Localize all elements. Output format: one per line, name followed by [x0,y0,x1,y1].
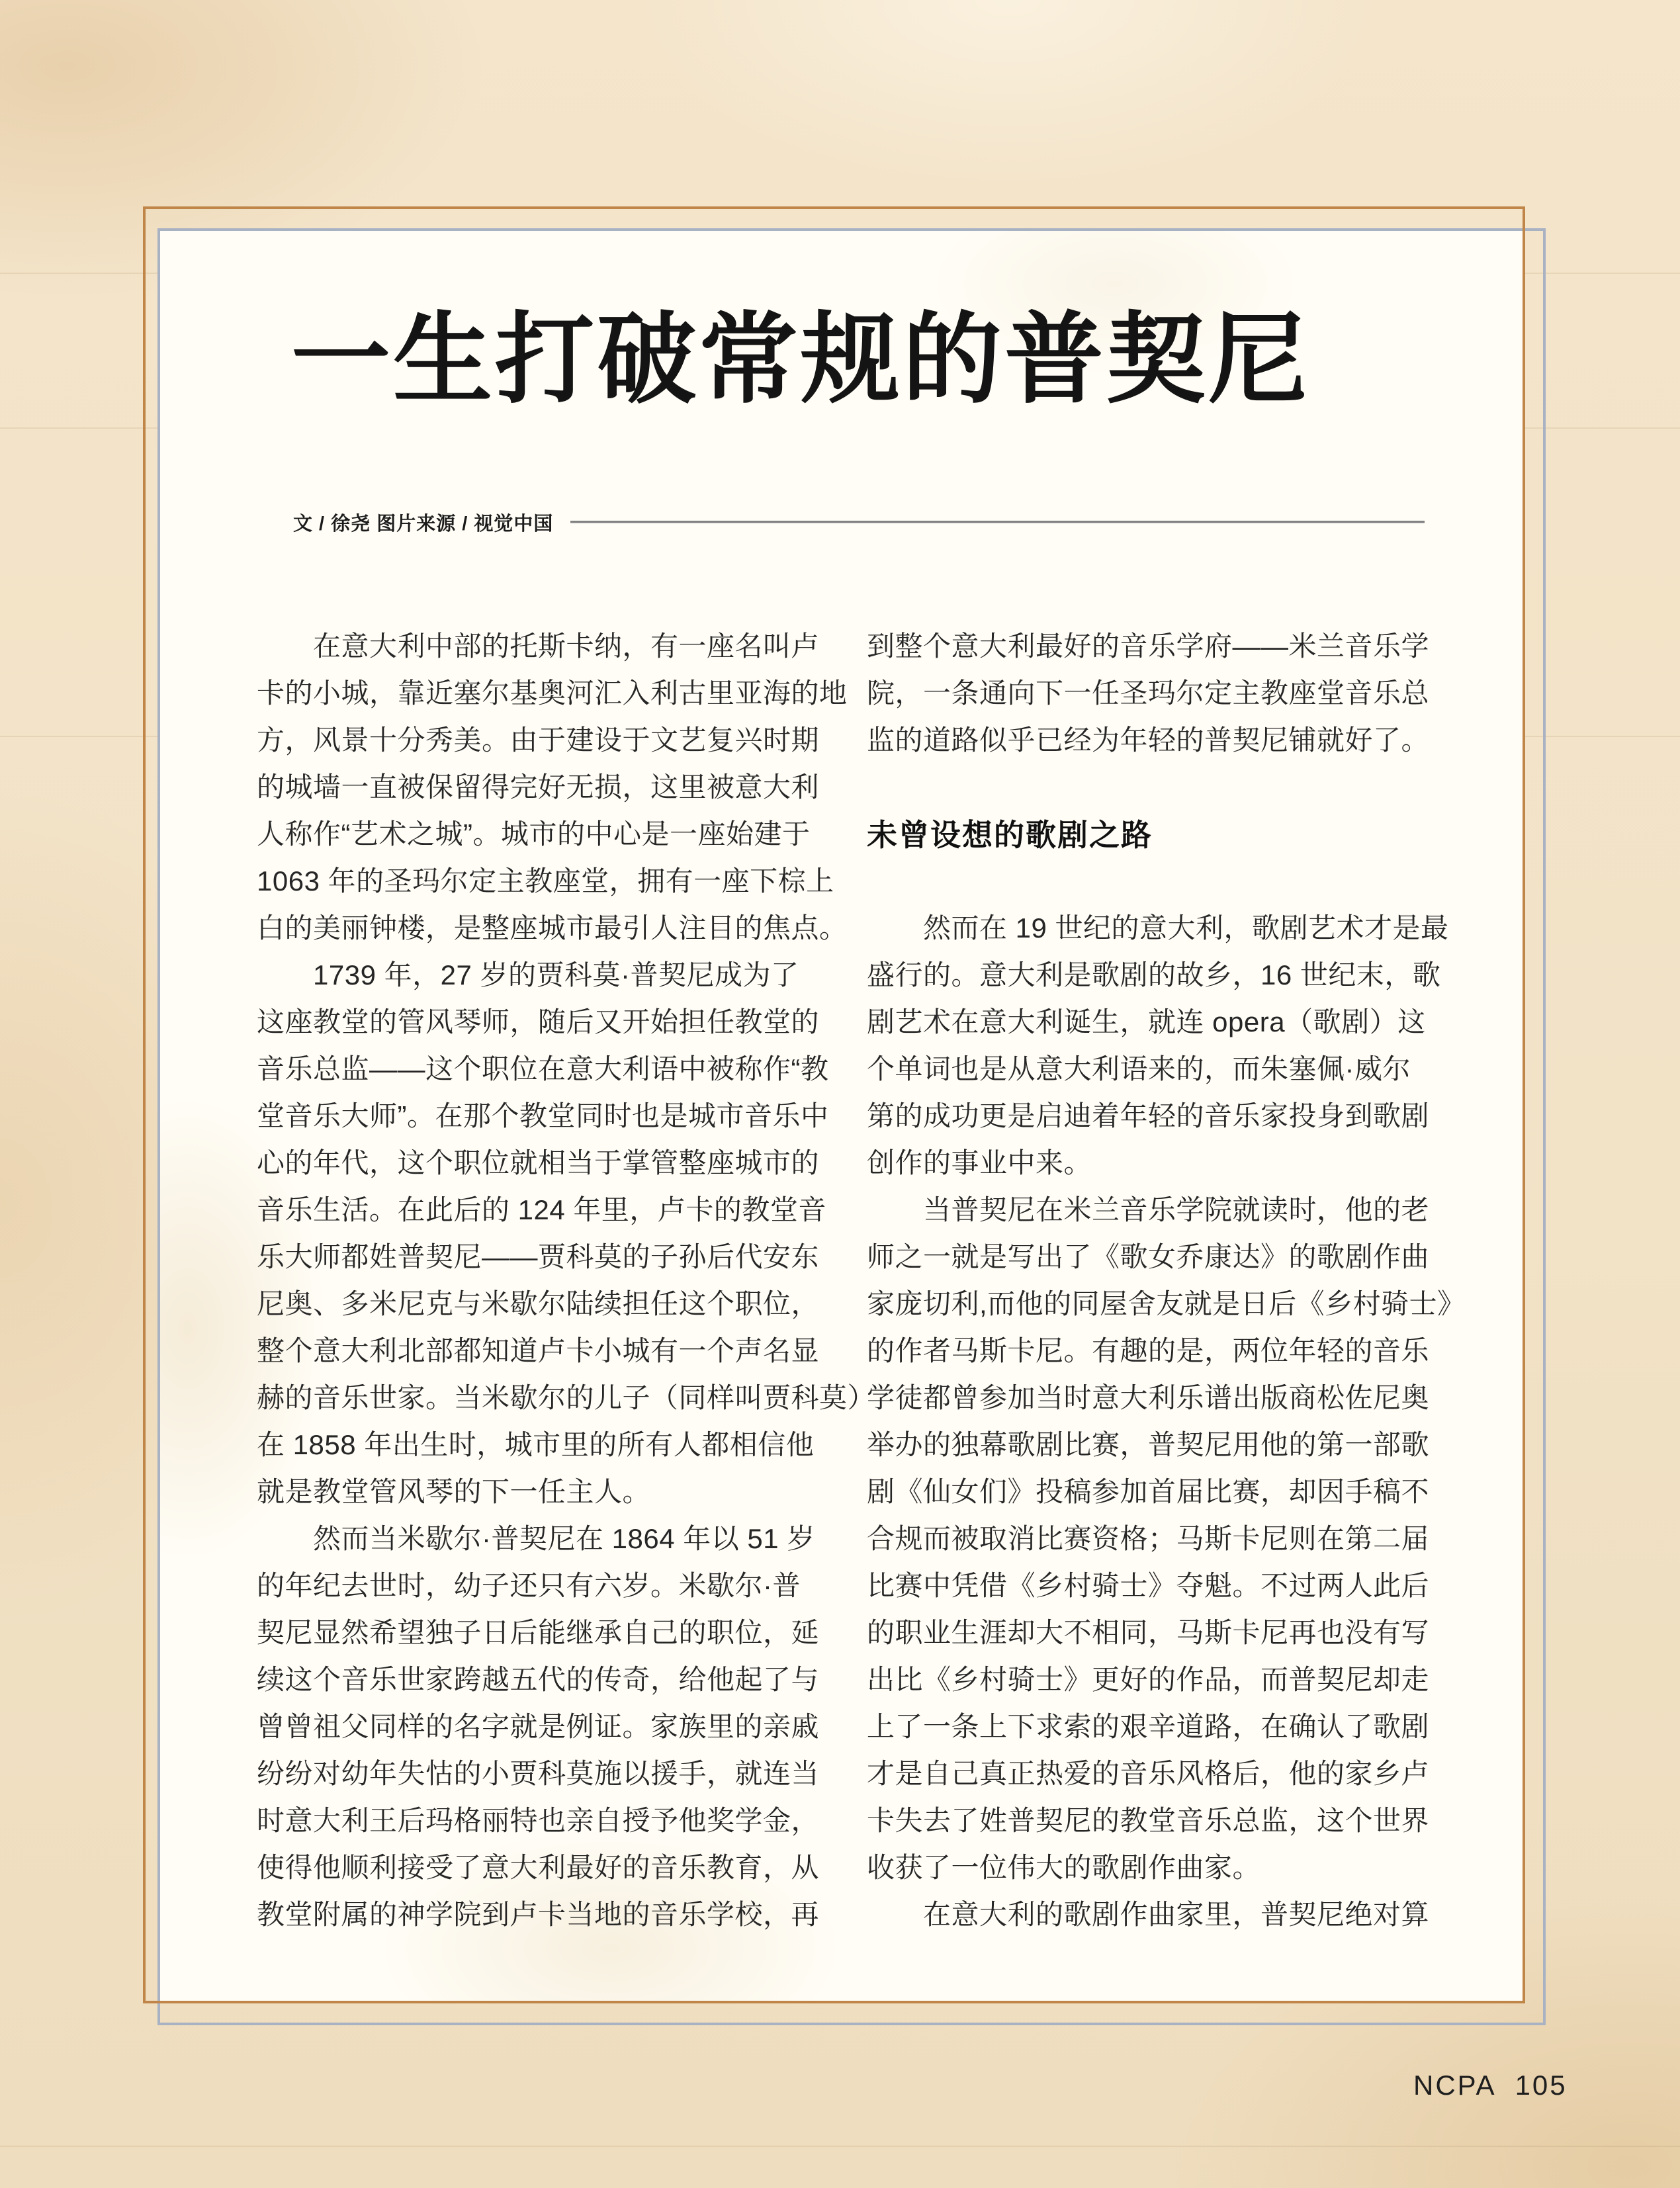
text-line: 的年纪去世时，幼子还只有六岁。米歇尔·普 [257,1570,801,1601]
text-line: 师之一就是写出了《歌女乔康达》的歌剧作曲 [867,1241,1430,1272]
text-line: 尼奥、多米尼克与米歇尔陆续担任这个职位， [257,1288,820,1319]
text-line: 卡失去了姓普契尼的教堂音乐总监，这个世界 [867,1805,1430,1836]
text-line: 赫的音乐世家。当米歇尔的儿子（同样叫贾科莫） [257,1382,876,1413]
text-line: 剧《仙女们》投稿参加首届比赛，却因手稿不 [867,1476,1430,1507]
text-line: 乐大师都姓普契尼——贾科莫的子孙后代安东 [257,1241,820,1272]
right-column-intro [867,623,1456,764]
text-line: 举办的独幕歌剧比赛，普契尼用他的第一部歌 [867,1429,1430,1460]
text-line: 使得他顺利接受了意大利最好的音乐教育，从 [257,1852,820,1883]
text-line: 1063 年的圣玛尔定主教座堂，拥有一座下棕上 [257,865,834,897]
text-line: 创作的事业中来。 [867,1147,1092,1178]
text-line: 个单词也是从意大利语来的，而朱塞佩·威尔 [867,1053,1411,1084]
text-line: 收获了一位伟大的歌剧作曲家。 [867,1852,1261,1883]
text-line: 然而当米歇尔·普契尼在 1864 年以 51 岁 [257,1523,815,1554]
text-line: 卡的小城，靠近塞尔基奥河汇入利古里亚海的地 [257,678,848,709]
left-column [257,623,876,1938]
text-line: 到整个意大利最好的音乐学府——米兰音乐学 [867,631,1430,662]
text-line: 的城墙一直被保留得完好无损，这里被意大利 [257,771,820,803]
text-line: 堂音乐大师”。在那个教堂同时也是城市音乐中 [257,1100,829,1131]
text-line: 上了一条上下求索的艰辛道路，在确认了歌剧 [867,1711,1430,1742]
right-column-body [867,904,1466,1938]
text-line: 在 1858 年出生时，城市里的所有人都相信他 [257,1429,815,1460]
text-line: 契尼显然希望独子日后能继承自己的职位，延 [257,1617,820,1648]
text-line: 的职业生涯却大不相同，马斯卡尼再也没有写 [867,1617,1430,1648]
text-line: 才是自己真正热爱的音乐风格后，他的家乡卢 [867,1758,1430,1789]
text-line: 然而在 19 世纪的意大利，歌剧艺术才是最 [867,912,1449,943]
text-line: 1739 年，27 岁的贾科莫·普契尼成为了 [257,959,799,990]
text-line: 续这个音乐世家跨越五代的传奇，给他起了与 [257,1664,820,1695]
text-line: 合规而被取消比赛资格；马斯卡尼则在第二届 [867,1523,1430,1554]
text-line: 白的美丽钟楼，是整座城市最引人注目的焦点。 [257,912,848,943]
text-line: 时意大利王后玛格丽特也亲自授予他奖学金， [257,1805,820,1836]
text-line: 整个意大利北部都知道卢卡小城有一个声名显 [257,1335,820,1366]
text-line: 院，一条通向下一任圣玛尔定主教座堂音乐总 [867,678,1430,709]
text-line: 当普契尼在米兰音乐学院就读时，他的老 [867,1194,1430,1225]
text-line: 学徒都曾参加当时意大利乐谱出版商松佐尼奥 [867,1382,1430,1413]
text-line: 纷纷对幼年失怙的小贾科莫施以援手，就连当 [257,1758,820,1789]
text-line: 曾曾祖父同样的名字就是例证。家族里的亲戚 [257,1711,820,1742]
text-line: 在意大利的歌剧作曲家里，普契尼绝对算 [867,1899,1430,1930]
text-line: 的作者马斯卡尼。有趣的是，两位年轻的音乐 [867,1335,1430,1366]
byline-row [293,505,1425,539]
footer-page-number [1413,2070,1568,2101]
text-line: 就是教堂管风琴的下一任主人。 [257,1476,651,1507]
byline: 文 / 徐尧 图片来源 / 视觉中国 [293,513,554,535]
text-line: 监的道路似乎已经为年轻的普契尼铺就好了。 [867,724,1430,756]
text-line: 方，风景十分秀美。由于建设于文艺复兴时期 [257,724,820,756]
text-line: 这座教堂的管风琴师，随后又开始担任教堂的 [257,1006,820,1037]
section-heading: 未曾设想的歌剧之路 [867,818,1153,852]
text-line: 出比《乡村骑士》更好的作品，而普契尼却走 [867,1664,1430,1695]
text-line: 音乐生活。在此后的 124 年里，卢卡的教堂音 [257,1194,826,1225]
text-line: 家庞切利,而他的同屋舍友就是日后《乡村骑士》 [867,1288,1466,1319]
text-line: 心的年代，这个职位就相当于掌管整座城市的 [257,1147,820,1178]
text-line: 盛行的。意大利是歌剧的故乡，16 世纪末，歌 [867,959,1441,990]
text-line: 教堂附属的神学院到卢卡当地的音乐学校，再 [257,1899,820,1930]
text-line: 在意大利中部的托斯卡纳，有一座名叫卢 [257,631,820,662]
text-line: 第的成功更是启迪着年轻的音乐家投身到歌剧 [867,1100,1430,1131]
text-line: 音乐总监——这个职位在意大利语中被称作“教 [257,1053,829,1084]
footer-brand: NCPA [1413,2070,1497,2101]
paper-crease [0,2146,1680,2147]
text-line: 人称作“艺术之城”。城市的中心是一座始建于 [257,818,811,850]
text-line: 剧艺术在意大利诞生，就连 opera（歌剧）这 [867,1006,1426,1037]
article-title: 一生打破常规的普契尼 [291,306,1311,416]
text-line: 比赛中凭借《乡村骑士》夺魁。不过两人此后 [867,1570,1430,1601]
byline-rule [570,521,1425,523]
footer-number: 105 [1515,2070,1568,2101]
